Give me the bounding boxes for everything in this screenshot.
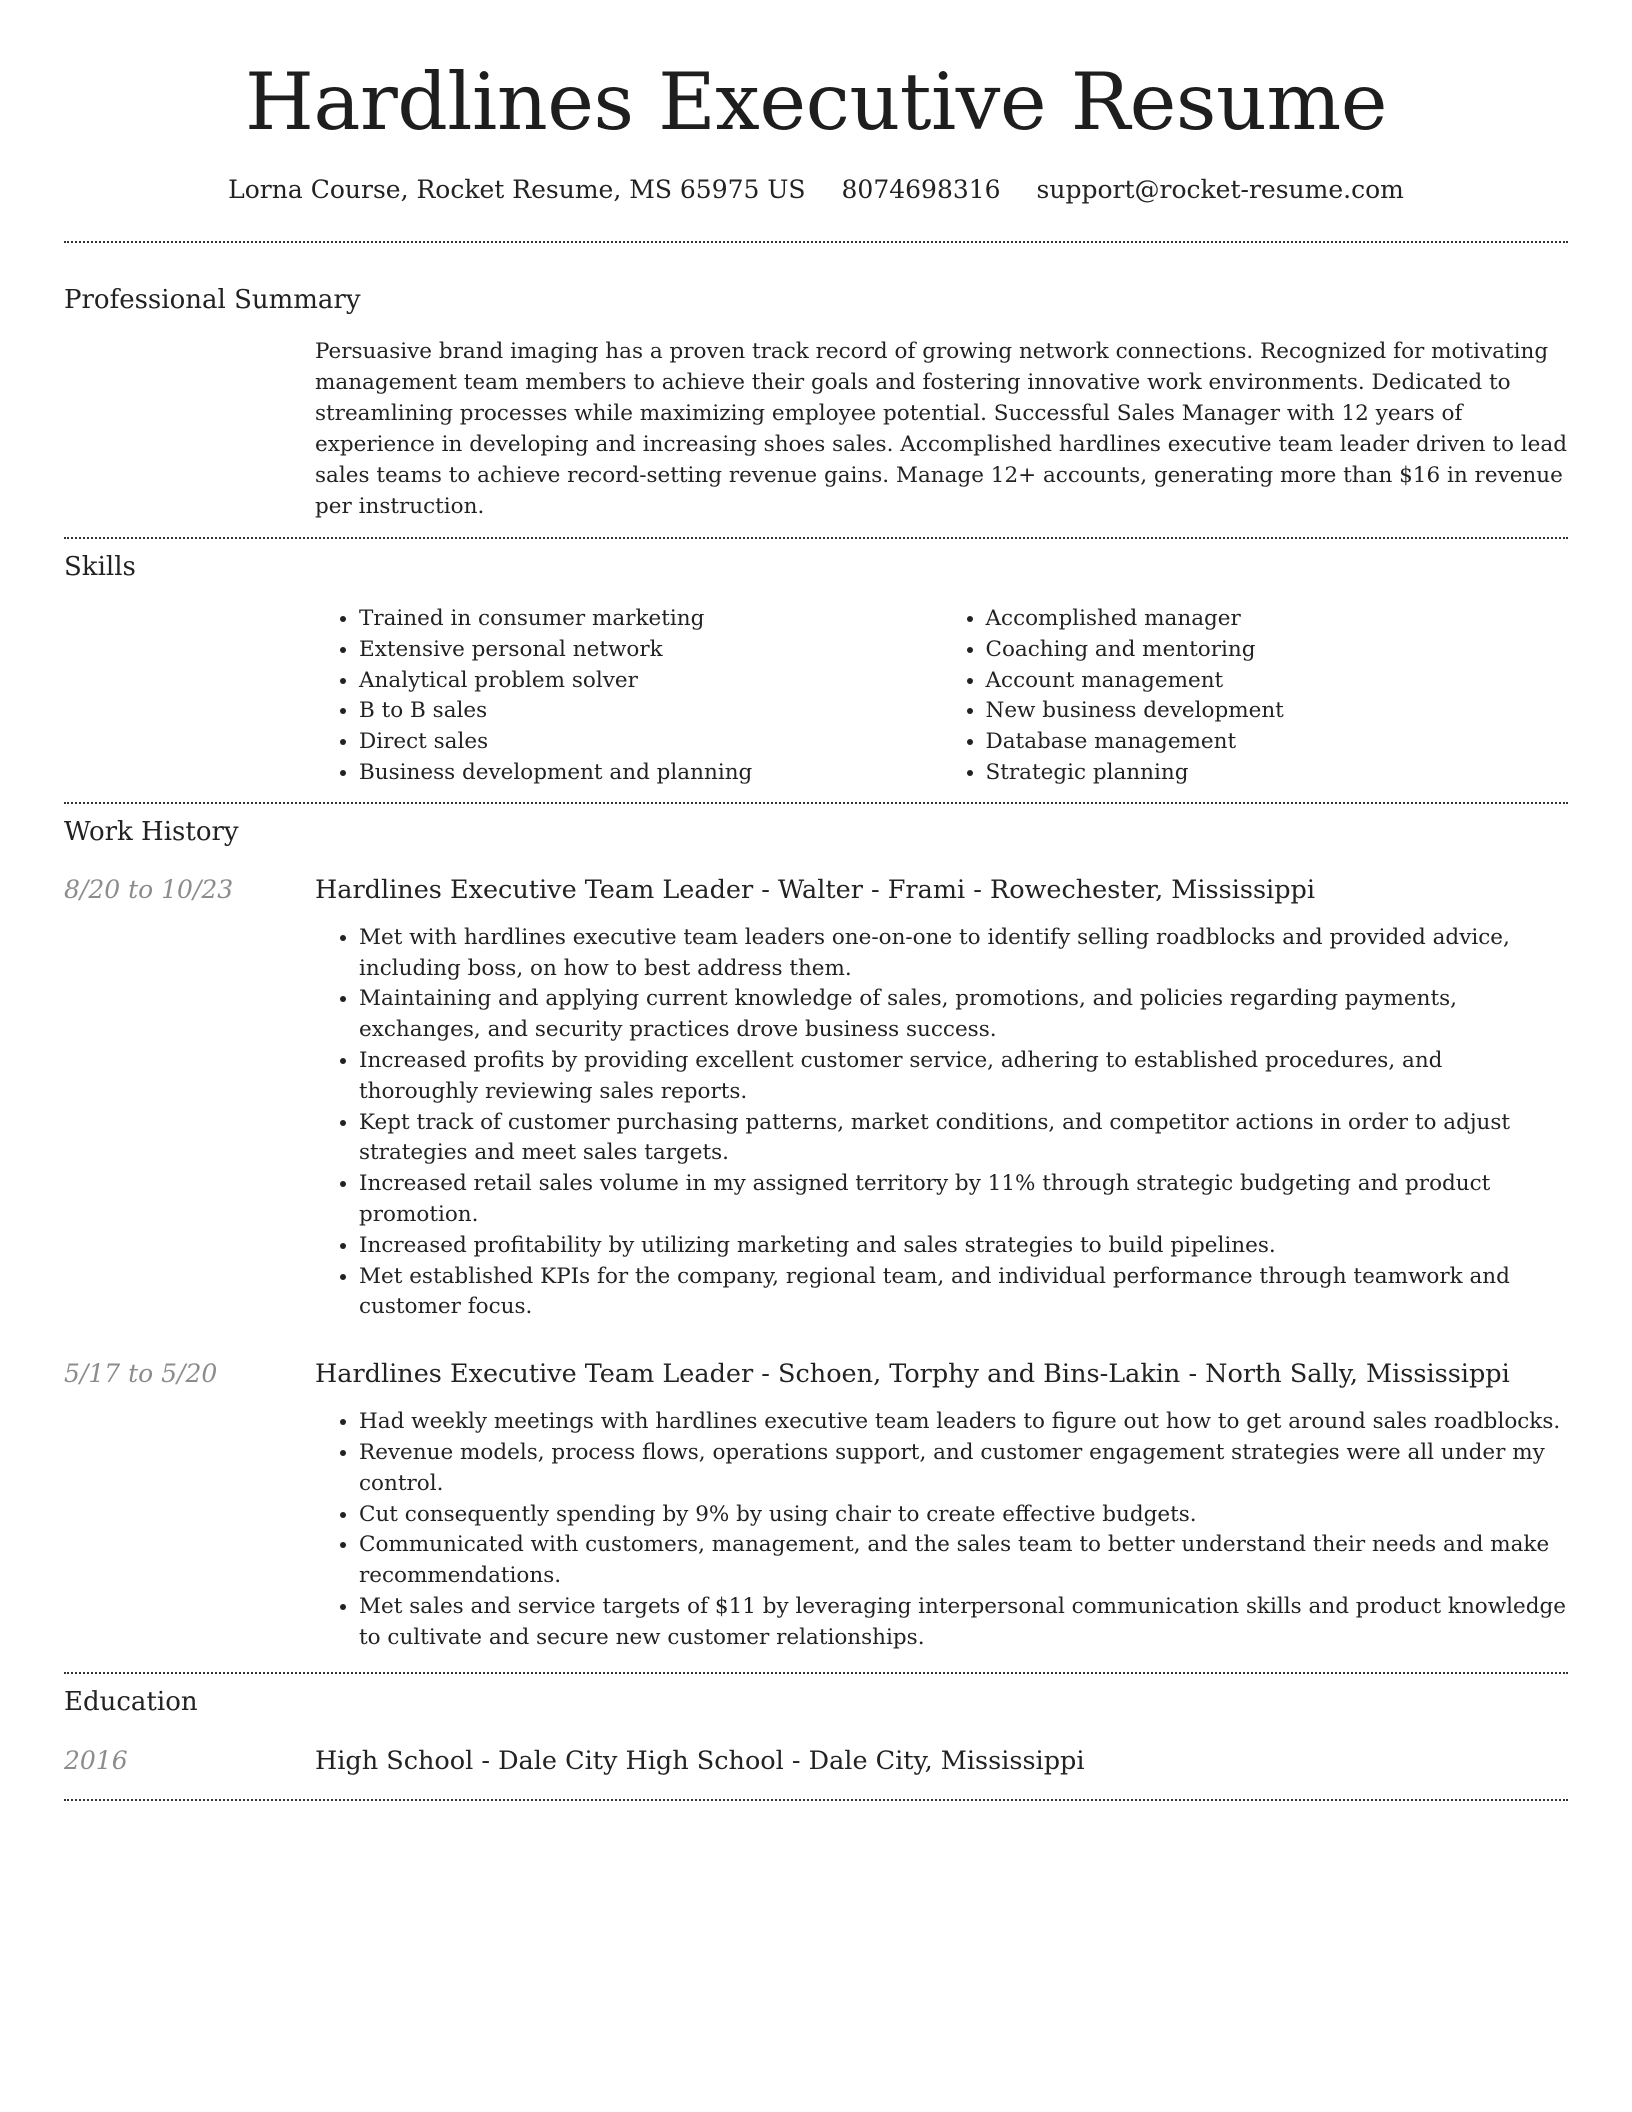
job-bullet: • Maintaining and applying current knowledge of sales, promotions, and policies regarding payments, exchanges, and security practices drove business success. (359, 984, 1568, 1046)
skill-item: • Database management (986, 727, 1569, 758)
job-dates: 8/20 to 10/23 (64, 874, 234, 904)
education-body (315, 1744, 1568, 1778)
skill-item: • Coaching and mentoring (986, 635, 1569, 666)
job-bullet: • Increased profitability by utilizing marketing and sales strategies to build pipelines. (359, 1231, 1568, 1262)
skills-section (64, 550, 1568, 789)
job-bullet: • Increased retail sales volume in my assigned territory by 11% through strategic budgeting and product promotion. (359, 1169, 1568, 1231)
job-bullets (315, 923, 1568, 1323)
job-bullet: • Communicated with customers, management, and the sales team to better understand their needs and make recommendations. (359, 1530, 1568, 1592)
job-body (315, 1357, 1568, 1653)
skill-item: • Business development and planning (359, 758, 942, 789)
job-bullet: • Met established KPIs for the company, regional team, and individual performance through teamwork and customer focus. (359, 1262, 1568, 1324)
skills-heading: Skills (64, 552, 136, 582)
job-bullet: • Revenue models, process flows, operations support, and customer engagement strategies were all under my control. (359, 1438, 1568, 1500)
divider (64, 537, 1568, 539)
work-section (64, 815, 1568, 1654)
summary-section (64, 283, 1568, 522)
summary-heading: Professional Summary (64, 285, 361, 315)
divider (64, 802, 1568, 804)
divider (64, 1799, 1568, 1801)
contact-line (64, 172, 1568, 208)
education-title: High School - Dale City High School - Dale City, Mississippi (315, 1745, 1085, 1776)
skill-item: • Account management (986, 666, 1569, 697)
skill-item: • Direct sales (359, 727, 942, 758)
skill-item: • Analytical problem solver (359, 666, 942, 697)
job-bullet: • Had weekly meetings with hardlines executive team leaders to figure out how to get around sales roadblocks. (359, 1407, 1568, 1438)
skill-item: • Strategic planning (986, 758, 1569, 789)
skill-item: • B to B sales (359, 696, 942, 727)
job-bullet: • Kept track of customer purchasing patterns, market conditions, and competitor actions in order to adjust strategies and meet sales targets. (359, 1108, 1568, 1170)
skills-column-left (315, 604, 942, 789)
skill-item: • Extensive personal network (359, 635, 942, 666)
divider (64, 241, 1568, 243)
education-heading: Education (64, 1686, 198, 1717)
job-body (315, 873, 1568, 1323)
skill-item: • Accomplished manager (986, 604, 1569, 635)
job-entry (64, 873, 1568, 1323)
skill-item: • New business development (986, 696, 1569, 727)
skill-item: • Trained in consumer marketing (359, 604, 942, 635)
skills-column-right (942, 604, 1569, 789)
job-bullet: • Increased profits by providing excellent customer service, adhering to established procedures, and thoroughly reviewing sales reports. (359, 1046, 1568, 1108)
resume-title: Hardlines Executive Resume (244, 56, 1388, 148)
job-title: Hardlines Executive Team Leader - Walter - Frami - Rowechester, Mississippi (315, 874, 1316, 905)
education-section (64, 1685, 1568, 1778)
divider (64, 1672, 1568, 1674)
job-bullet: • Cut consequently spending by 9% by using chair to create effective budgets. (359, 1500, 1568, 1531)
education-entry (64, 1744, 1568, 1778)
contact-email: support@rocket-resume.com (1036, 175, 1404, 204)
contact-phone: 8074698316 (841, 175, 1001, 204)
job-title: Hardlines Executive Team Leader - Schoen, Torphy and Bins-Lakin - North Sally, Mississippi (315, 1359, 1510, 1390)
summary-text: Persuasive brand imaging has a proven track record of growing network connections. Recognized for motivating management team members to achieve their goals and fostering innovative work environments. Dedicated to streamlining processes while maximizing employee potential. Successful Sales Manager with 12 years of experience in developing and increasing shoes sales. Accomplished hardlines executive team leader driven to lead sales teams to achieve record-setting revenue gains. Manage 12+ accounts, generating more than $16 in revenue per instruction. (315, 339, 1567, 519)
education-year: 2016 (64, 1745, 128, 1775)
contact-address: Lorna Course, Rocket Resume, MS 65975 US (228, 175, 806, 204)
job-bullet: • Met sales and service targets of $11 by leveraging interpersonal communication skills and product knowledge to cultivate and secure new customer relationships. (359, 1592, 1568, 1654)
work-heading: Work History (64, 816, 239, 847)
job-dates: 5/17 to 5/20 (64, 1359, 218, 1389)
job-entry (64, 1357, 1568, 1653)
skills-grid (315, 604, 1568, 789)
job-bullets (315, 1407, 1568, 1653)
job-bullet: • Met with hardlines executive team leaders one-on-one to identify selling roadblocks and provided advice, including boss, on how to best address them. (359, 923, 1568, 985)
